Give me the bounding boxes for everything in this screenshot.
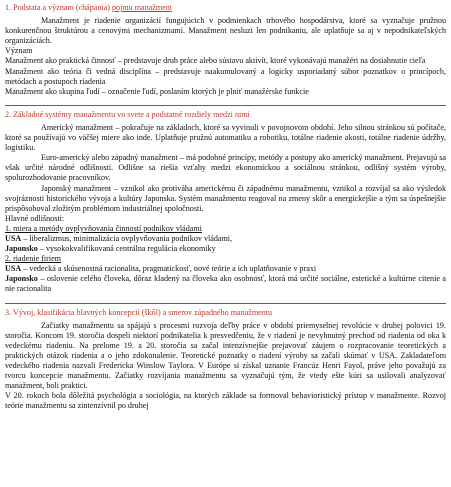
- japan-label: Japonsko: [5, 274, 38, 284]
- section-2-usa-2: [5, 264, 446, 274]
- section-2-number: 2.: [5, 109, 12, 119]
- section-3-paragraph-1920s: V 20. rokoch bola dôležitá psychológia a sociológia, na ktorých základe sa formoval behavioristický prístup v manažmente. Rozvoj teórie manažmentu sa zintenzívnil po druhej: [5, 391, 446, 411]
- japan-2-text: – oslovenie celého človeka, dôraz kladený na človeka ako osobnosť, ktorá má určité sociálne, estetické a kultúrne citenie a nie racionalita: [5, 274, 446, 294]
- section-1-line-theory: Manažment ako teória či vedná disciplína – predstavuje naakumulovaný a logicky usporiadaný súbor poznatkov o princípoch, metódach a postupoch riadenia: [5, 66, 446, 86]
- section-1-line-practice: Manažment ako praktická činnosť – predstavuje druh práce alebo sústavu aktivít, ktoré vykonávajú manažéri na dosiahnutie cieľa: [5, 56, 426, 66]
- section-2-differences-label: Hlavné odlišnosti:: [5, 213, 65, 223]
- section-2-paragraph-american: Americký manažment – pokračuje na základoch, ktoré sa vyvinuli v povojnovom období. Jeho silnou stránkou sú počítače, ktoré sa používajú vo väčšej miere ako inde. Uplatňuje pružnú automatiku a robotiku, totálne riadenie akosti, totálne riadenie údržby, logistiku.: [5, 122, 446, 153]
- usa-label: USA: [5, 264, 22, 274]
- section-2-difference-2-label: 2. riadenie firiem: [5, 254, 61, 264]
- section-1-heading: [5, 3, 446, 13]
- section-3-title: Vývoj, klasifikácia hlavných koncepcií (škôl) a smerov západného manažmentu: [12, 307, 273, 317]
- section-2-heading: [5, 110, 446, 120]
- section-1-number: 1.: [5, 3, 12, 12]
- japan-label: Japonsko: [5, 244, 38, 254]
- section-2-usa-1: [5, 234, 446, 244]
- section-2-japan-2: [5, 274, 446, 294]
- section-2-title: Základné systémy manažmentu vo svete a podstatné rozdiely medzi nimi: [13, 109, 250, 119]
- section-2-paragraph-euro-american: Euro-americký alebo západný manažment – má podobné princípy, metódy a postupy ako americký manažment. Prejavujú sa však určité národné odlišnosti. Odlišne sa riešia vzťahy medzi ekonomickou a sociálnou stránkou, odlišný systém výroby, spolurozhodovanie pracovníkov.: [5, 153, 446, 183]
- section-1-meaning-label: Význam: [5, 46, 33, 56]
- section-2-difference-1-label: 1. miera a metódy ovplyvňovania činností podnikov vládami: [5, 223, 202, 233]
- usa-label: USA: [5, 233, 22, 243]
- section-3-paragraph-beginnings: Začiatky manažmentu sa spájajú s procesmi rozvoja deľby práce v období priemyselnej revolúcie v druhej polovici 19. storočia. Koncom 19. storočia dospeli niektorí podnikatelia k presvedčeniu, že v riadení je nevyhnutný prechod od riadenia od oka k vedeckému riadeniu. Na prelome 19. a 20. storočia sa začal intenzívnejšie prejavovať záujem o rozpracovanie teoretických a praktických otázok riadenia a o jeho zdokonalenie. Teoretické poznatky o riadení výroby sa začali skúmať v USA. Zakladateľom vedeckého riadenia nazvali Fredericka Winslow Taylora. V Európe si získal uznanie Francúz Henri Fayol, práve jeho považujú za tvorcu koncepcie manažmentu. Začiatky rozvíjania manažmentu sa vyznačujú tým, že vtedy ešte kúri sa usilovali analyzovať manažment, boli praktici.: [5, 320, 446, 391]
- section-2-japan-1: [5, 244, 446, 254]
- section-1-paragraph: Manažment je riadenie organizácií fungujúcich v podmienkach trhového hospodárstva, ktoré sa vyznačuje pružnou konkurenčnou štruktúrou a cenovými mechanizmami. Manažment nesluzi len podnikaniu, ale uplatňuje sa aj v nepodnikateľských organizáciách.: [5, 16, 446, 46]
- section-1-title-plain: Podstata a význam (chápania): [13, 3, 112, 12]
- section-3-number: 3.: [5, 307, 12, 317]
- usa-2-text: – vedecká a skúsenostná racionalita, pragmatickosť, nové teórie a ich uplatňovanie v praxi: [21, 264, 317, 274]
- japan-1-text: – vysokokvalifikovaná centrálna regulácia ekonomiky: [37, 244, 216, 254]
- section-1-title-underlined: pojmu manažment: [112, 3, 173, 12]
- section-3: [5, 303, 446, 412]
- section-2-paragraph-japanese: Japonský manažment – vznikol ako protiváha americkému či západnému manažmentu, vznikol a rozvíjal sa ako výsledok svojráznosti historického vývoja a kultúry Japonska. Systém manažmentu reagoval na zmeny skôr a energickejšie a tým sa úspešnejšie prispôsoboval zložitým problémom industriálnej spoločnosti.: [5, 183, 446, 213]
- section-2: [5, 105, 446, 295]
- section-1: [5, 3, 446, 97]
- usa-1-text: – liberalizmus, minimalizácia ovplyvňovania podnikov vládami,: [21, 233, 233, 243]
- section-1-line-people: Manažment ako skupina ľudí – označenie ľudí, poslaním ktorých je plniť manažérske funkcie: [5, 86, 309, 96]
- section-3-heading: [5, 308, 446, 318]
